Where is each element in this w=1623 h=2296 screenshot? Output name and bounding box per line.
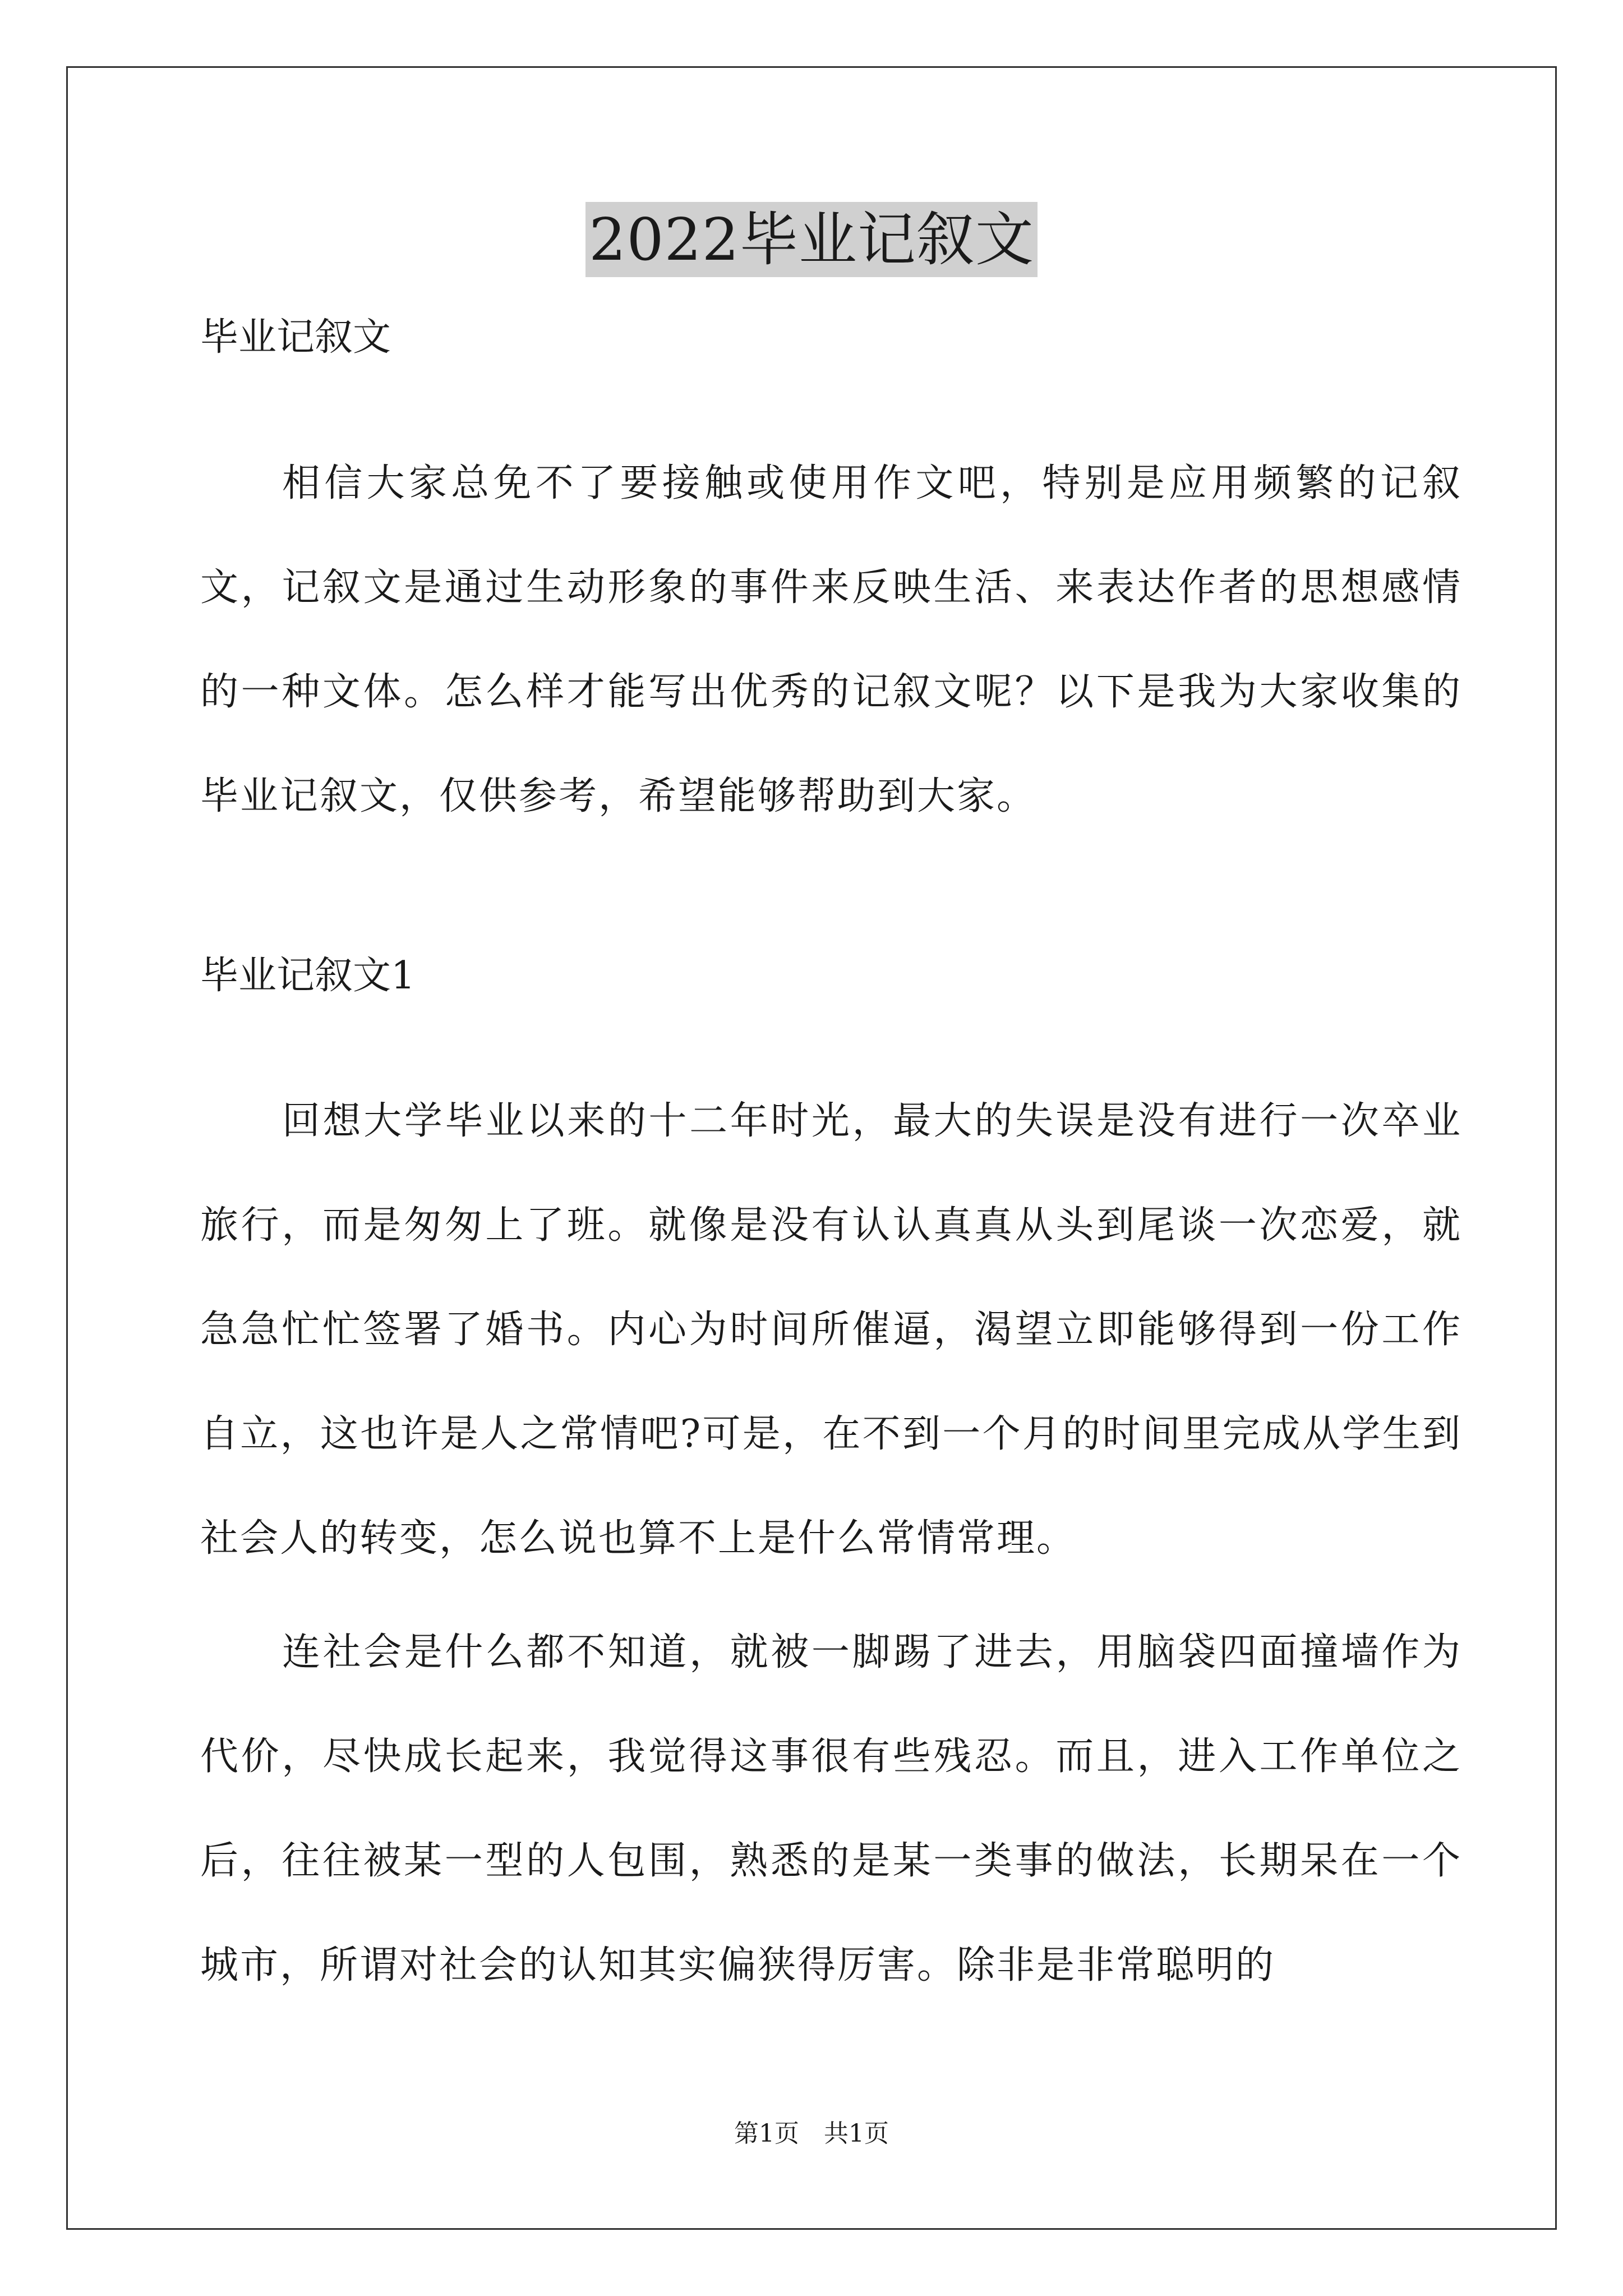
essay-1-paragraph-1: 回想大学毕业以来的十二年时光，最大的失误是没有进行一次卒业旅行，而是匆匆上了班。就像是没有认认真真从头到尾谈一次恋爱，就急急忙忙签署了婚书。内心为时间所催逼，渴望立即能够得到一份工作自立，这也许是人之常情吧?可是，在不到一个月的时间里完成从学生到社会人的转变，怎么说也算不上是什么常情常理。 [200,1099,1462,1561]
essay-1-paragraph-2: 连社会是什么都不知道，就被一脚踢了进去，用脑袋四面撞墙作为代价，尽快成长起来，我觉得这事很有些残忍。而且，进入工作单位之后，往往被某一型的人包围，熟悉的是某一类事的做法，长期呆在一个城市，所谓对社会的认知其实偏狭得厉害。除非是非常聪明的 [200,1630,1462,1987]
document-title: 2022毕业记叙文 [585,202,1038,277]
intro-paragraph: 相信大家总免不了要接触或使用作文吧，特别是应用频繁的记叙文，记叙文是通过生动形象的事件来反映生活、来表达作者的思想感情的一种文体。怎么样才能写出优秀的记叙文呢？以下是我为大家收集的毕业记叙文，仅供参考，希望能够帮助到大家。 [200,461,1462,818]
section-heading-intro: 毕业记叙文 [200,315,391,360]
title-container [0,202,1623,277]
page-footer: 第1页 共1页 [734,2119,889,2148]
section-heading-essay-1: 毕业记叙文1 [200,954,416,998]
